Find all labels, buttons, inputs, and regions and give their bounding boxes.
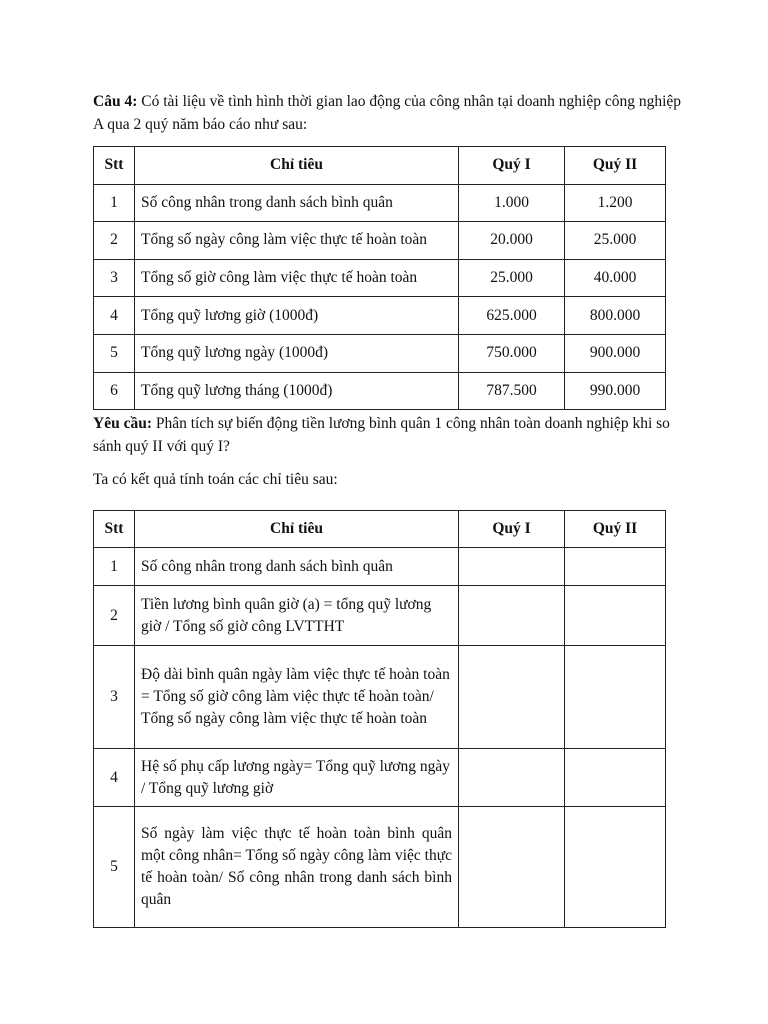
- cell-chi-tieu: Hệ số phụ cấp lương ngày= Tổng quỹ lương ngày / Tổng quỹ lương giờ: [135, 749, 459, 807]
- question-text: Có tài liệu về tình hình thời gian lao động của công nhân tại doanh nghiệp công nghiệp A qua 2 quý năm báo cáo như sau:: [93, 93, 682, 133]
- header-quy-2: Quý II: [565, 147, 666, 185]
- cell-stt: 5: [94, 807, 135, 928]
- table-row: [94, 297, 666, 335]
- cell-quy-2: 900.000: [565, 334, 666, 372]
- table-row: [94, 646, 666, 749]
- header-stt: Stt: [94, 511, 135, 548]
- table-row: [94, 548, 666, 586]
- cell-chi-tieu: Độ dài bình quân ngày làm việc thực tế hoàn toàn = Tổng số giờ công làm việc thực tế hoàn toàn/ Tổng số ngày công làm việc thực tế hoàn toàn: [135, 646, 459, 749]
- cell-quy-1: [459, 646, 565, 749]
- cell-quy-2: [565, 548, 666, 586]
- note-paragraph: Ta có kết quả tính toán các chỉ tiêu sau:: [93, 471, 338, 488]
- header-stt: Stt: [94, 147, 135, 185]
- cell-quy-1: 625.000: [459, 297, 565, 335]
- cell-quy-1: [459, 749, 565, 807]
- cell-quy-2: 1.200: [565, 184, 666, 222]
- question-label: Câu 4:: [93, 93, 138, 110]
- cell-quy-2: 25.000: [565, 222, 666, 260]
- table-header-row: [94, 147, 666, 185]
- cell-chi-tieu: Số công nhân trong danh sách bình quân: [135, 184, 459, 222]
- cell-chi-tieu: Tổng số ngày công làm việc thực tế hoàn toàn: [135, 222, 459, 260]
- cell-chi-tieu: Tiền lương bình quân giờ (a) = tổng quỹ lương giờ / Tổng số giờ công LVTTHT: [135, 586, 459, 646]
- cell-quy-1: [459, 807, 565, 928]
- cell-stt: 2: [94, 586, 135, 646]
- cell-chi-tieu: Số ngày làm việc thực tế hoàn toàn bình quân một công nhân= Tổng số ngày công làm việc thực tế hoàn toàn/ Số công nhân trong danh sách bình quân: [135, 807, 459, 928]
- cell-chi-tieu: Tổng quỹ lương tháng (1000đ): [135, 372, 459, 410]
- table-row: [94, 586, 666, 646]
- cell-quy-2: [565, 749, 666, 807]
- cell-quy-2: [565, 586, 666, 646]
- requirement-paragraph: [93, 412, 693, 458]
- table-row: [94, 222, 666, 260]
- cell-chi-tieu: Tổng quỹ lương ngày (1000đ): [135, 334, 459, 372]
- cell-quy-2: [565, 807, 666, 928]
- header-chi-tieu: Chỉ tiêu: [135, 511, 459, 548]
- cell-stt: 4: [94, 297, 135, 335]
- data-table: [93, 146, 666, 410]
- cell-quy-2: 990.000: [565, 372, 666, 410]
- table-row: [94, 184, 666, 222]
- header-quy-1: Quý I: [459, 147, 565, 185]
- cell-stt: 6: [94, 372, 135, 410]
- cell-quy-2: [565, 646, 666, 749]
- results-table: [93, 510, 666, 928]
- cell-quy-1: 787.500: [459, 372, 565, 410]
- requirement-label: Yêu cầu:: [93, 415, 152, 432]
- cell-stt: 4: [94, 749, 135, 807]
- table-row: [94, 807, 666, 928]
- table-row: [94, 334, 666, 372]
- question-paragraph: [93, 90, 693, 136]
- table-row: [94, 372, 666, 410]
- header-quy-2: Quý II: [565, 511, 666, 548]
- cell-quy-2: 800.000: [565, 297, 666, 335]
- cell-chi-tieu: Tổng số giờ công làm việc thực tế hoàn toàn: [135, 259, 459, 297]
- requirement-text: Phân tích sự biến động tiền lương bình quân 1 công nhân toàn doanh nghiệp khi so sánh quý II với quý I?: [93, 415, 670, 455]
- cell-stt: 1: [94, 548, 135, 586]
- table-row: [94, 259, 666, 297]
- table-header-row: [94, 511, 666, 548]
- table-row: [94, 749, 666, 807]
- header-quy-1: Quý I: [459, 511, 565, 548]
- header-chi-tieu: Chỉ tiêu: [135, 147, 459, 185]
- cell-quy-1: [459, 586, 565, 646]
- cell-quy-1: 25.000: [459, 259, 565, 297]
- cell-quy-1: 20.000: [459, 222, 565, 260]
- cell-stt: 3: [94, 259, 135, 297]
- cell-stt: 1: [94, 184, 135, 222]
- cell-chi-tieu: Số công nhân trong danh sách bình quân: [135, 548, 459, 586]
- cell-quy-1: 1.000: [459, 184, 565, 222]
- cell-stt: 3: [94, 646, 135, 749]
- cell-stt: 5: [94, 334, 135, 372]
- cell-chi-tieu: Tổng quỹ lương giờ (1000đ): [135, 297, 459, 335]
- cell-quy-1: 750.000: [459, 334, 565, 372]
- cell-quy-1: [459, 548, 565, 586]
- cell-stt: 2: [94, 222, 135, 260]
- cell-quy-2: 40.000: [565, 259, 666, 297]
